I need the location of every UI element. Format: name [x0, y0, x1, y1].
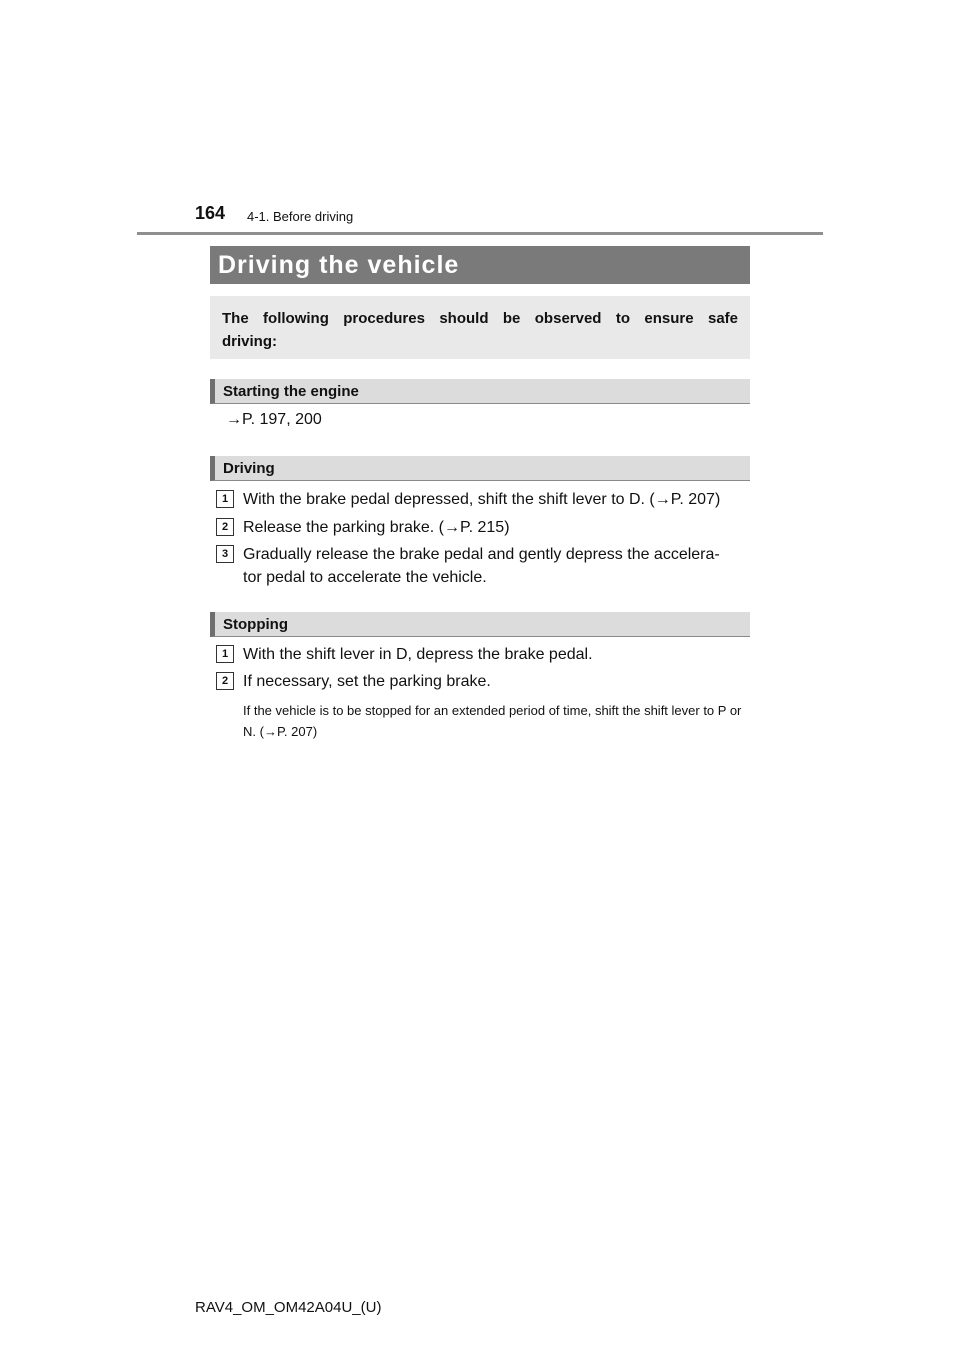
footer-document-code: RAV4_OM_OM42A04U_(U) — [195, 1299, 382, 1316]
starting-engine-ref: →P. 197, 200 — [226, 411, 322, 428]
heading-starting-engine — [210, 379, 750, 404]
stopping-step-2-number: 2 — [216, 672, 234, 690]
stopping-note: If the vehicle is to be stopped for an extended period of time, shift the shift lever to P or N. (→P. 207) — [243, 703, 742, 739]
page-number: 164 — [195, 203, 226, 223]
section-reference: 4-1. Before driving — [247, 209, 354, 224]
heading-driving-label: Driving — [223, 459, 275, 477]
driving-step-2-number: 2 — [216, 518, 234, 536]
header-divider — [137, 232, 823, 235]
stopping-step-2-text: If necessary, set the parking brake. — [243, 673, 491, 690]
page-title: Driving the vehicle — [218, 250, 460, 279]
heading-driving — [210, 456, 750, 481]
heading-starting-engine-label: Starting the engine — [223, 382, 359, 400]
heading-stopping-label: Stopping — [223, 615, 288, 633]
page-title-bar — [210, 246, 750, 284]
driving-step-3-text-cont: tor pedal to accelerate the vehicle. — [243, 569, 487, 586]
driving-step-3-text: Gradually release the brake pedal and gently depress the accelera- — [243, 546, 720, 563]
driving-step-3-number: 3 — [216, 545, 234, 563]
heading-stopping — [210, 612, 750, 637]
driving-step-1-text: With the brake pedal depressed, shift the shift lever to D. (→P. 207) — [243, 491, 721, 508]
stopping-step-1-text: With the shift lever in D, depress the brake pedal. — [243, 646, 593, 663]
stopping-step-1-number: 1 — [216, 645, 234, 663]
intro-box: The following procedures should be observed to ensure safe driving: — [210, 296, 750, 359]
driving-step-2-text: Release the parking brake. (→P. 215) — [243, 519, 510, 536]
driving-step-1-number: 1 — [216, 490, 234, 508]
